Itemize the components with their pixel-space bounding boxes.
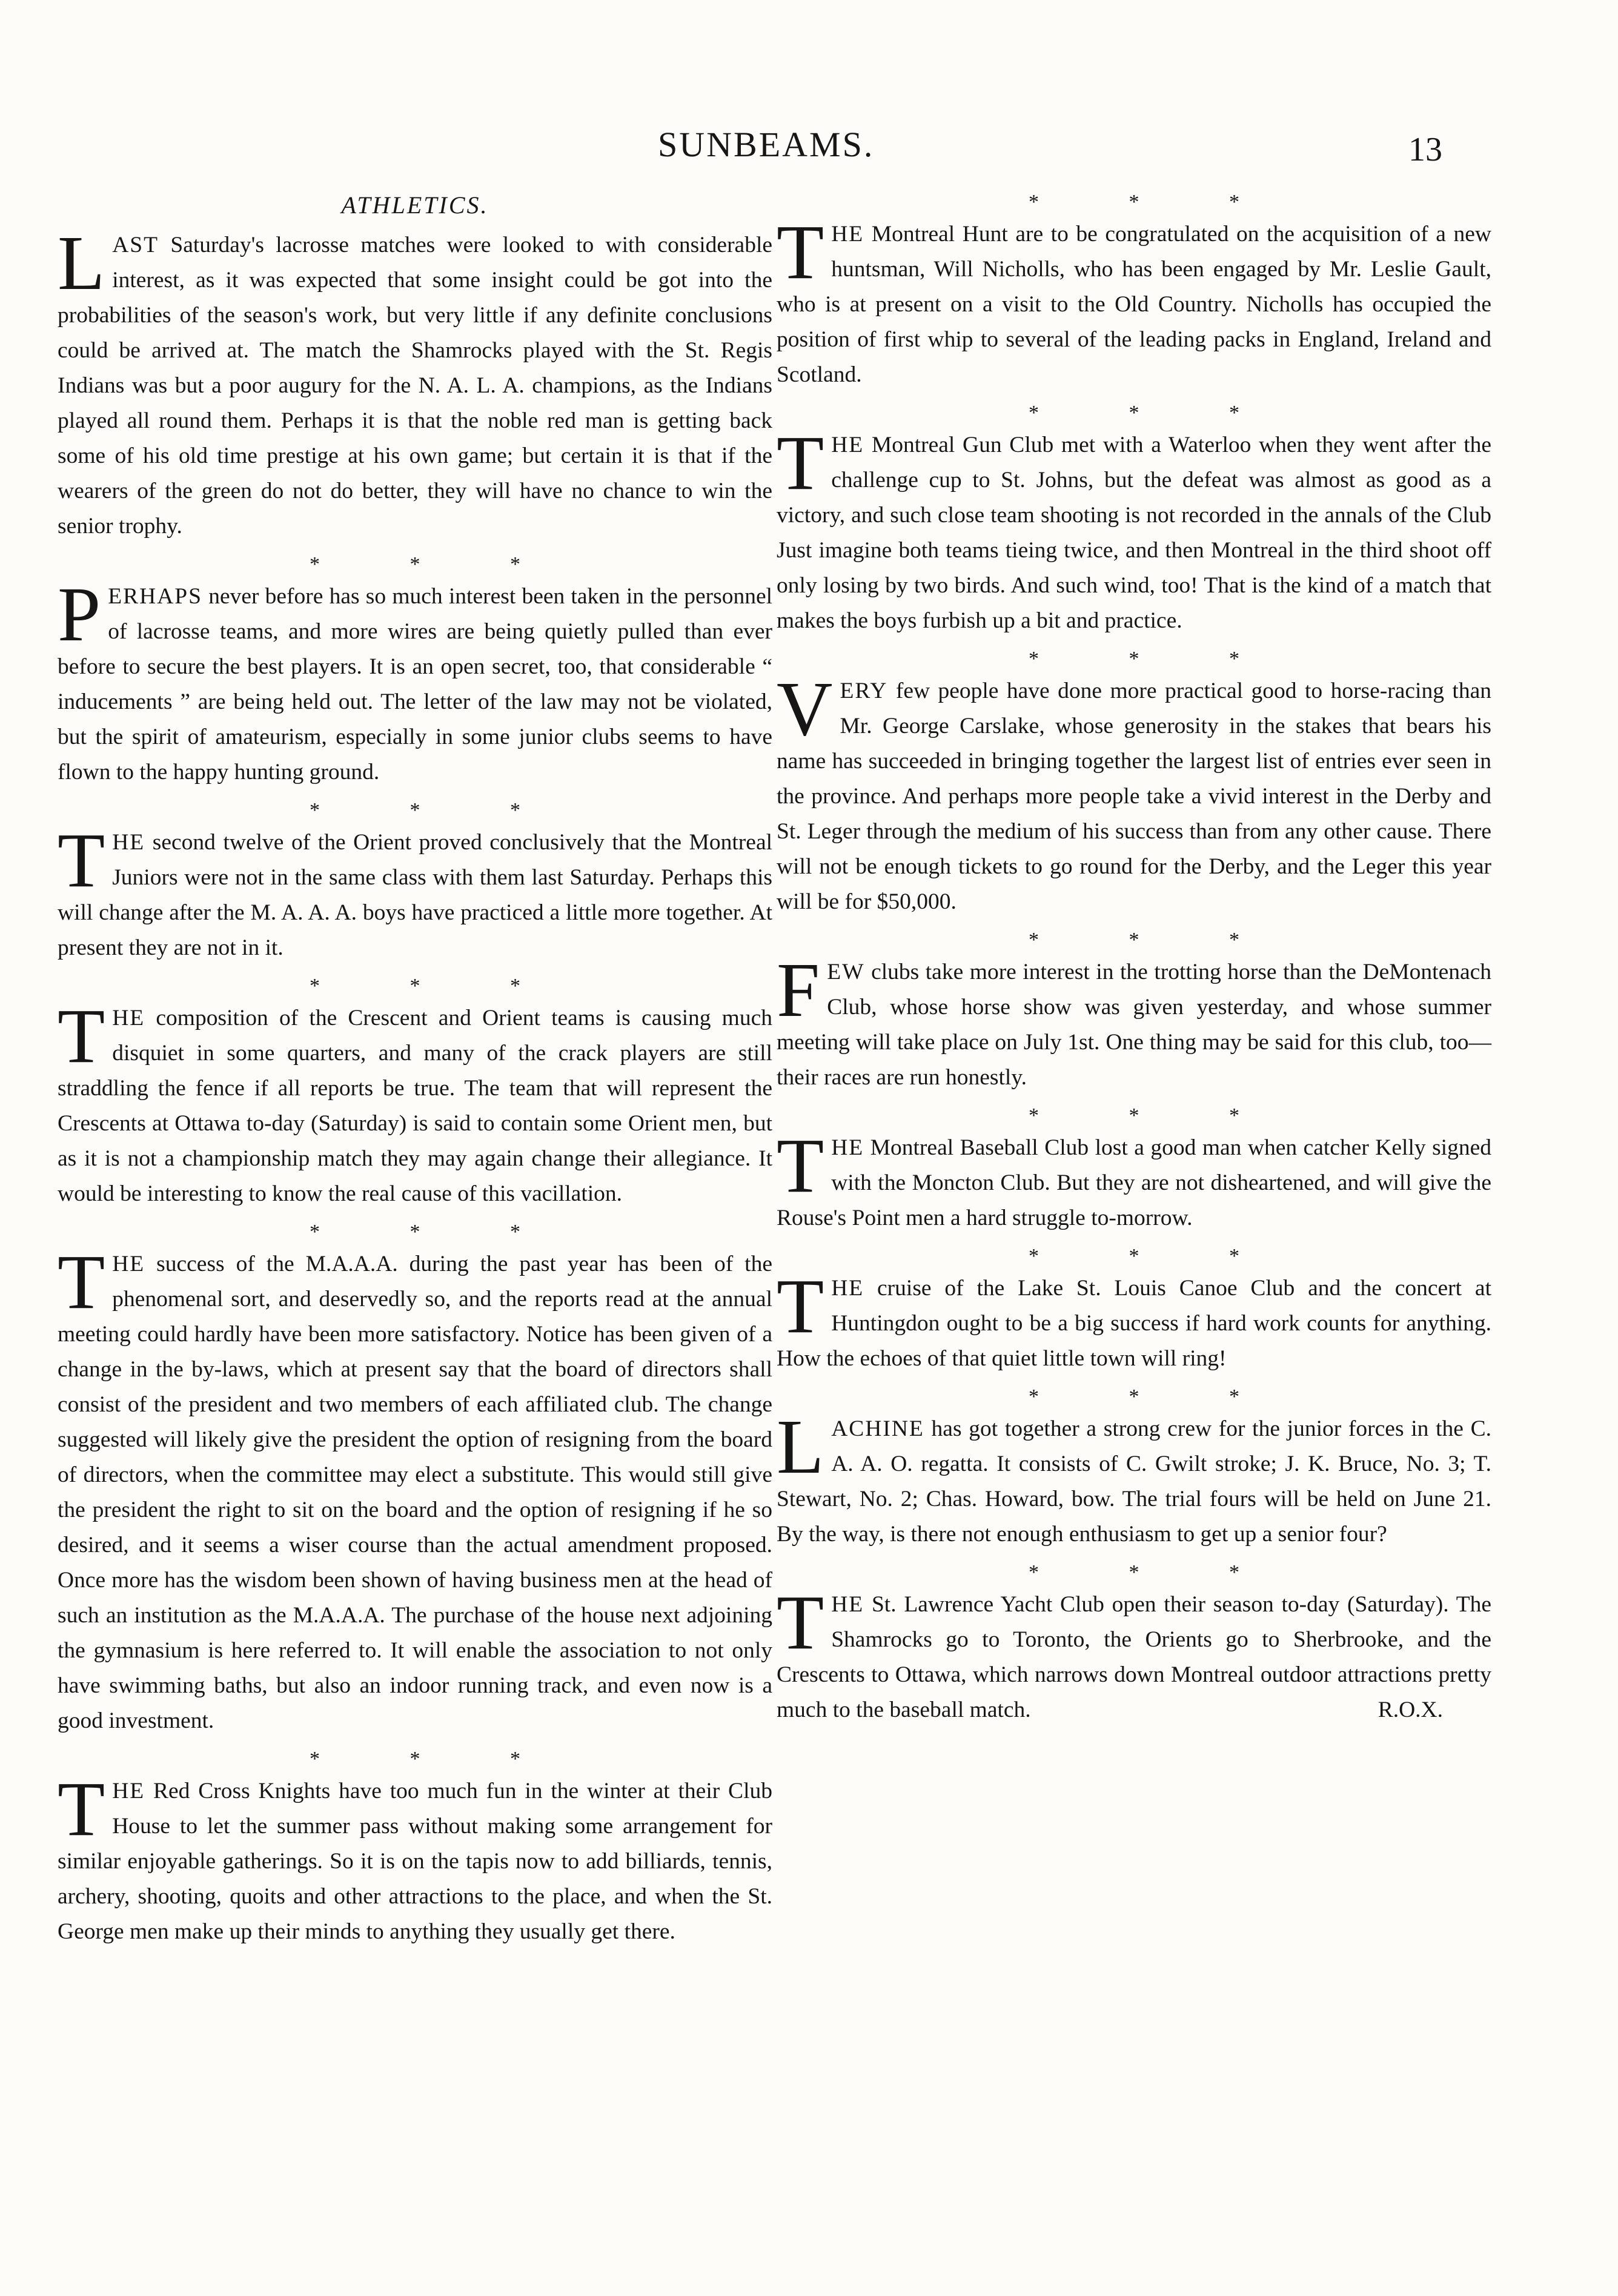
drop-cap: T (777, 209, 824, 295)
paragraph-text: success of the M.A.A.A. during the past year has been of the phenomenal sort, and deservedly so, and the reports read at the annual meeting could hardly have been more satisfactory. Notice has been given of a change in the by-laws, which at present say that the board of directors shall consist of the president and two members of each affiliated club. The change suggested will likely give the president the option of resigning from the board of directors, when the committee may elect a substitute. This would still give the president the right to sit on the board and the option of resigning if he so desired, and it seems a wiser course than the actual amendment proposed. Once more has the wisdom been shown of having business men at the head of such an institution as the M.A.A.A. The purchase of the house next adjoining the gymnasium is here referred to. It will enable the association to not only have swimming baths, but also an indoor running track, and even now is a good investment. (58, 1252, 772, 1733)
article-paragraph (58, 993, 772, 1212)
paragraph-text: few people have done more practical good to horse-racing than Mr. George Carslake, whose generosity in the stakes that bears his name has succeeded in bringing together the largest list of entries ever seen in the province. And perhaps more people take a vivid interest in the Derby and St. Leger through the medium of his success than from any other cause. There will not be enough tickets to go round for the Derby, and the Leger this year will be for $50,000. (777, 679, 1491, 914)
lead-word: ERHAPS (108, 584, 202, 609)
lead-word: HE (831, 222, 864, 247)
star-separator: * * * (310, 553, 563, 576)
lead-word: HE (112, 1779, 145, 1803)
star-separator: * * * (1029, 929, 1282, 951)
article-paragraph (58, 1766, 772, 1949)
masthead: SUNBEAMS. (658, 125, 875, 164)
drop-cap: T (58, 1766, 105, 1852)
article-paragraph (777, 1404, 1491, 1552)
drop-cap: T (777, 1579, 824, 1665)
paragraph-text: Saturday's lacrosse matches were looked to with considerable interest, as it was expected that some insight could be got into the probabilities of the season's work, but very little if any definite conclusions could be arrived at. The match the Shamrocks played with the St. Regis Indians was but a poor augury for the N. A. L. A. champions, as the Indians played all round them. Perhaps it is that the noble red man is getting back some of his old time prestige at his own game; but certain it is that if the wearers of the green do not do better, they will have no chance to win the senior trophy. (58, 233, 773, 539)
paragraph-text: cruise of the Lake St. Louis Canoe Club and the concert at Huntingdon ought to be a big success if hard work counts for anything. How the echoes of that quiet little town will ring! (777, 1276, 1491, 1371)
lead-word: HE (831, 1276, 864, 1301)
drop-cap: T (777, 1263, 824, 1349)
article-paragraph (777, 1263, 1491, 1376)
article-paragraph (777, 209, 1491, 393)
drop-cap: P (58, 571, 101, 657)
paragraph-text: second twelve of the Orient proved conclusively that the Montreal Juniors were not in the same class with them last Saturday. Perhaps this will change after the M. A. A. A. boys have practiced a little more together. At present they are not in it. (58, 830, 773, 960)
lead-word: HE (112, 830, 145, 855)
paragraph-text: has got together a strong crew for the junior forces in the C. A. A. O. regatta. It consists of C. Gwilt stroke; J. K. Bruce, No. 3; T. Stewart, No. 2; Chas. Howard, bow. The trial fours will be held on June 21. By the way, is there not enough enthusiasm to get up a senior four? (777, 1416, 1491, 1547)
star-separator: * * * (1029, 1245, 1282, 1267)
paragraph-text: clubs take more interest in the trotting horse than the DeMontenach Club, whose horse show was given yesterday, and whose summer meeting will take place on July 1st. One thing may be said for this club, too—their races are run honestly. (777, 960, 1492, 1090)
article-paragraph (58, 571, 773, 790)
article-paragraph (777, 1579, 1492, 1728)
page-number: 13 (1408, 131, 1442, 168)
article-paragraph (777, 947, 1492, 1095)
right-column (777, 188, 1491, 1734)
lead-word: ACHINE (831, 1416, 924, 1441)
drop-cap: T (58, 817, 105, 903)
paragraph-text: Red Cross Knights have too much fun in the winter at their Club House to let the summer pass without making some arrangement for similar enjoyable gatherings. So it is on the tapis now to add billiards, tennis, archery, shooting, quoits and other attractions to the place, and when the St. George men make up their minds to anything they usually get there. (58, 1779, 772, 1944)
drop-cap: T (58, 1239, 105, 1325)
article-paragraph (58, 1239, 772, 1739)
star-separator: * * * (310, 799, 563, 821)
star-separator: * * * (1029, 402, 1282, 424)
paragraph-text: Montreal Baseball Club lost a good man when catcher Kelly signed with the Moncton Club. But they are not disheartened, and will give the Rouse's Point men a hard struggle to-morrow. (777, 1135, 1491, 1230)
drop-cap: L (777, 1404, 824, 1490)
paragraph-text: never before has so much interest been taken in the personnel of lacrosse teams, and more wires are being quietly pulled than ever before to secure the best players. It is an open secret, too, that considerable “ inducements ” are being held out. The letter of the law may not be violated, but the spirit of amateurism, especially in some junior clubs seems to have flown to the happy hunting ground. (58, 584, 773, 785)
star-separator: * * * (1029, 648, 1282, 670)
star-separator: * * * (1029, 191, 1282, 213)
paragraph-text: Montreal Gun Club met with a Waterloo when they went after the challenge cup to St. Johns, but the defeat was almost as good as a victory, and such close team shooting is not recorded in the annals of the Club Just imagine both teams tieing twice, and then Montreal in the third shoot off only losing by two birds. And such wind, too! That is the kind of a match that makes the boys furbish up a bit and practice. (777, 433, 1492, 633)
lead-word: HE (831, 1592, 864, 1617)
article-paragraph (777, 420, 1492, 639)
drop-cap: T (777, 420, 824, 506)
article-paragraph (777, 1123, 1491, 1236)
star-separator: * * * (1029, 1561, 1282, 1584)
star-separator: * * * (310, 975, 563, 997)
drop-cap: T (777, 1123, 824, 1209)
drop-cap: L (58, 220, 105, 306)
drop-cap: T (58, 993, 105, 1079)
section-title: ATHLETICS. (341, 191, 489, 219)
author-signature: R.O.X. (1378, 1697, 1443, 1722)
lead-word: ERY (840, 679, 888, 703)
lead-word: HE (831, 433, 864, 457)
lead-word: HE (112, 1252, 145, 1276)
article-paragraph (58, 817, 773, 966)
drop-cap: F (777, 947, 820, 1033)
star-separator: * * * (310, 1748, 563, 1770)
lead-word: EW (827, 960, 865, 984)
paragraph-text: composition of the Crescent and Orient teams is causing much disquiet in some quarters, and many of the crack players are still straddling the fence if all reports be true. The team that will represent the Crescents at Ottawa to-day (Saturday) is said to contain some Orient men, but as it is not a championship match they may again change their allegiance. It would be interesting to know the real cause of this vacillation. (58, 1006, 772, 1206)
lead-word: AST (112, 233, 159, 257)
star-separator: * * * (1029, 1385, 1282, 1408)
left-column (58, 188, 772, 1956)
paragraph-text: St. Lawrence Yacht Club open their season to-day (Saturday). The Shamrocks go to Toronto, the Orients go to Sherbrooke, and the Crescents to Ottawa, which narrows down Montreal outdoor attractions pretty much to the baseball match. (777, 1592, 1492, 1722)
drop-cap: V (777, 666, 833, 752)
paragraph-text: Montreal Hunt are to be congratulated on the acquisition of a new huntsman, Will Nicholls, who has been engaged by Mr. Leslie Gault, who is at present on a visit to the Old Country. Nicholls has occupied the position of first whip to several of the leading packs in England, Ireland and Scotland. (777, 222, 1491, 387)
lead-word: HE (831, 1135, 864, 1160)
star-separator: * * * (1029, 1104, 1282, 1127)
article-paragraph (777, 666, 1491, 920)
star-separator: * * * (310, 1221, 563, 1243)
page-header (0, 124, 1618, 179)
article-paragraph (58, 220, 773, 544)
lead-word: HE (112, 1006, 145, 1030)
